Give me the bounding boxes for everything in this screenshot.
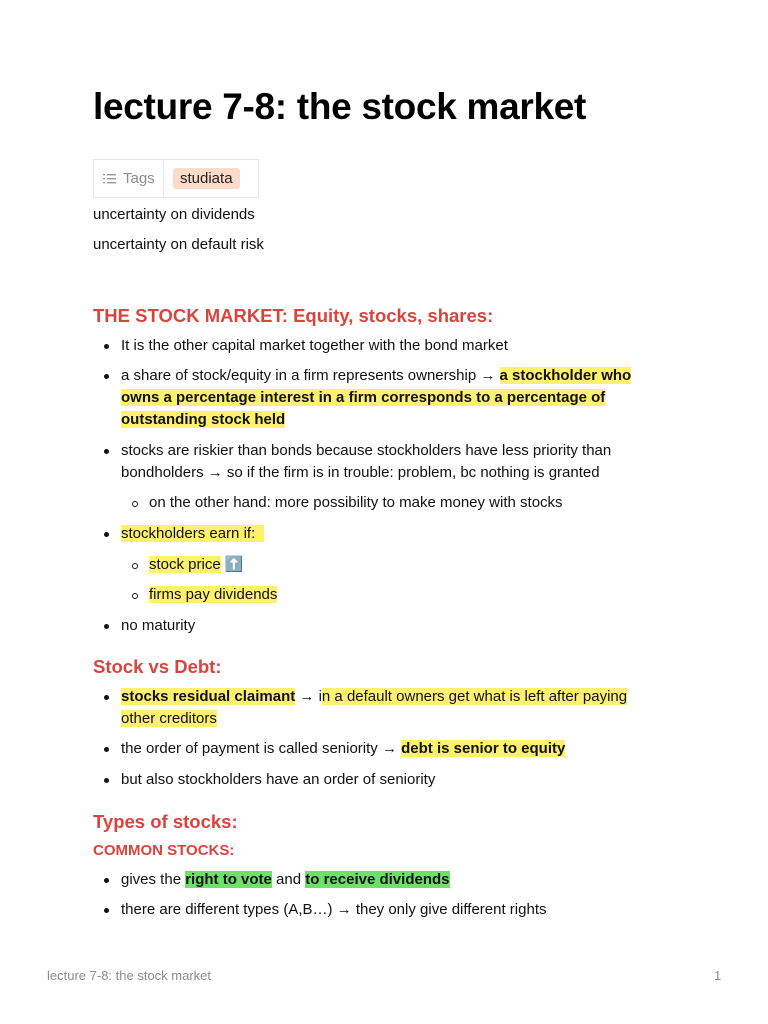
list-item bbox=[121, 738, 653, 760]
highlighted-text: stockholders earn if: bbox=[121, 525, 256, 542]
intro-line-2: uncertainty on default risk bbox=[93, 236, 264, 253]
list-item-text: but also stockholders have an order of seniority bbox=[121, 771, 436, 788]
green-highlighted-text: to receive dividends bbox=[305, 871, 450, 888]
list-item-text: It is the other capital market together with the bond market bbox=[121, 337, 508, 354]
list-item bbox=[121, 335, 653, 357]
sub-list-item bbox=[149, 584, 653, 606]
tags-label-text: Tags bbox=[123, 170, 155, 187]
tags-property bbox=[93, 159, 259, 198]
footer-page-number: 1 bbox=[714, 968, 722, 983]
list-item bbox=[121, 365, 653, 431]
tags-label bbox=[94, 160, 164, 197]
section-heading-types-of-stocks: Types of stocks: bbox=[93, 811, 238, 832]
highlighted-text: stocks residual claimant bbox=[121, 688, 296, 705]
list-item-text: on the other hand: more possibility to make money with stocks bbox=[149, 494, 563, 511]
highlighted-text: a stockholder who owns a percentage interest in a firm corresponds to a percentage of outstanding stock held bbox=[121, 367, 632, 428]
list-item bbox=[121, 686, 653, 730]
highlighted-text: debt is senior to equity bbox=[401, 740, 566, 757]
highlighted-text: stock price bbox=[149, 556, 221, 573]
sub-list-item bbox=[149, 554, 653, 576]
list-item-text: and bbox=[271, 871, 306, 888]
list-icon bbox=[103, 173, 116, 184]
intro-line-1: uncertainty on dividends bbox=[93, 206, 255, 223]
highlighted-text: n a default owners get what is left after paying other creditors bbox=[121, 688, 628, 727]
list-item bbox=[121, 899, 653, 921]
list-item-text: a share of stock/equity in a firm represents ownership → bbox=[121, 367, 500, 384]
page-title: lecture 7-8: the stock market bbox=[93, 86, 587, 127]
green-highlighted-text: right to vote bbox=[185, 871, 272, 888]
section-heading-stock-market: THE STOCK MARKET: Equity, stocks, shares: bbox=[93, 305, 494, 326]
sub-list-item bbox=[149, 492, 653, 514]
list-item bbox=[121, 769, 653, 791]
list-item-text: no maturity bbox=[121, 617, 196, 634]
list-item-text: gives the bbox=[121, 871, 186, 888]
list-item-text: there are different types (A,B…) → they only give different rights bbox=[121, 901, 547, 918]
list-item-text: stocks are riskier than bonds because stockholders have less priority than bondholders → so if the firm is in trouble: problem, bc nothing is granted bbox=[121, 442, 612, 481]
list-item bbox=[121, 523, 653, 545]
tag-studiata[interactable]: studiata bbox=[173, 168, 240, 189]
footer-title: lecture 7-8: the stock market bbox=[47, 968, 212, 983]
highlighted-text: firms pay dividends bbox=[149, 586, 278, 603]
section-heading-stock-vs-debt: Stock vs Debt: bbox=[93, 656, 222, 677]
list-item bbox=[121, 869, 653, 891]
list-item-text: → i bbox=[295, 688, 322, 705]
list-item bbox=[121, 615, 653, 637]
up-arrow-icon: ⬆️ bbox=[224, 556, 244, 573]
list-item bbox=[121, 440, 653, 484]
list-item-text: the order of payment is called seniority → bbox=[121, 740, 402, 757]
subheading-common-stocks: COMMON STOCKS: bbox=[93, 842, 235, 859]
